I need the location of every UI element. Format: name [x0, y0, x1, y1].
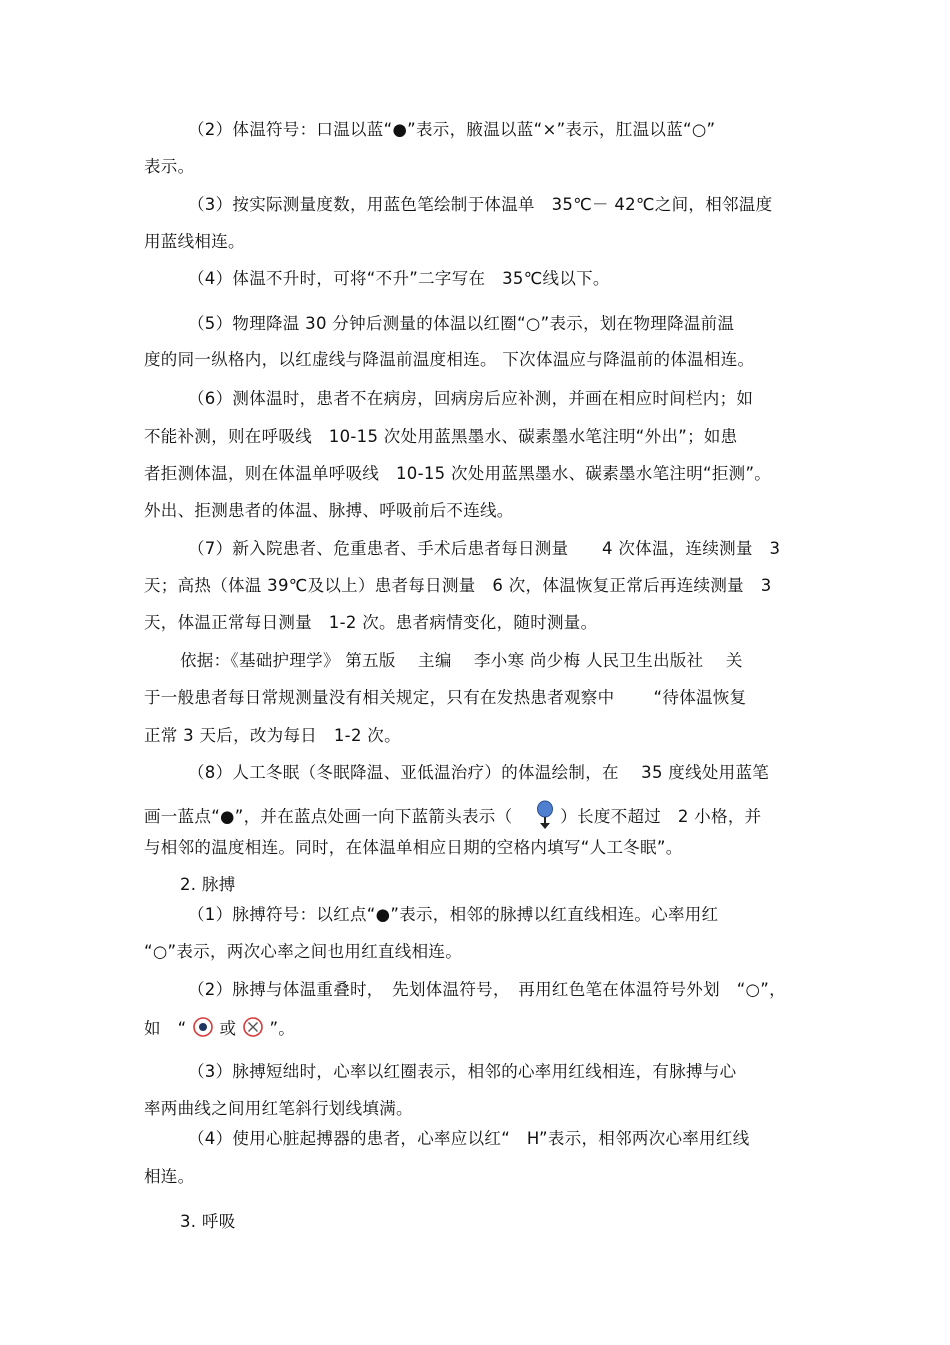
physical-cooling-line-2: 度的同一纵格内，以红虚线与降温前温度相连。 下次体温应与降温前的体温相连。: [144, 350, 755, 369]
pulse-deficit-line-2: 率两曲线之间用红笔斜行划线填满。: [144, 1099, 413, 1118]
pulse-overlap-line-1: （2）脉搏与体温重叠时， 先划体温符号， 再用红色笔在体温符号外划 “○”，: [188, 980, 786, 999]
hibernation-line-2: 画一蓝点“●”，并在蓝点处画一向下蓝箭头表示（ ）长度不超过 2 小格，并: [144, 800, 761, 835]
remeasure-line-1: （6）测体温时，患者不在病房，回病房后应补测，并画在相应时间栏内；如: [188, 389, 754, 408]
temp-plot-line-1: （3）按实际测量度数，用蓝色笔绘制于体温单 35℃－ 42℃之间，相邻温度: [188, 195, 773, 214]
physical-cooling-line-1: （5）物理降温 30 分钟后测量的体温以红圈“○”表示，划在物理降温前温: [188, 314, 735, 333]
pulse-symbol-line-1: （1）脉搏符号：以红点“●”表示，相邻的脉搏以红直线相连。心率用红: [188, 905, 719, 924]
blue-dot-down-arrow-icon: [535, 800, 555, 835]
measure-frequency-line-3: 天，体温正常每日测量 1-2 次。患者病情变化，随时测量。: [144, 613, 598, 632]
basis-line-3: 正常 3 天后，改为每日 1-2 次。: [144, 726, 401, 745]
cross-in-red-circle-icon: [242, 1016, 264, 1043]
measure-frequency-line-1: （7）新入院患者、危重患者、手术后患者每日测量 4 次体温，连续测量 3: [188, 539, 781, 558]
dot-in-red-circle-icon: [192, 1016, 214, 1043]
pulse-overlap-line-2: 如 “ 或 ”。: [144, 1016, 295, 1043]
remeasure-line-4: 外出、拒测患者的体温、脉搏、呼吸前后不连线。: [144, 501, 514, 520]
pacemaker-line-1: （4）使用心脏起搏器的患者，心率应以红“ H”表示，相邻两次心率用红线: [188, 1129, 750, 1148]
respiration-section-title: 3. 呼吸: [180, 1212, 236, 1231]
temp-not-rising-line: （4）体温不升时，可将“不升”二字写在 35℃线以下。: [188, 269, 610, 288]
temp-symbol-line-2: 表示。: [144, 157, 195, 176]
measure-frequency-line-2: 天；高热（体温 39℃及以上）患者每日测量 6 次，体温恢复正常后再连续测量 3: [144, 576, 772, 595]
remeasure-line-2: 不能补测，则在呼吸线 10-15 次处用蓝黑墨水、碳素墨水笔注明“外出”；如患: [144, 427, 738, 446]
hibernation-line-1: （8）人工冬眠（冬眠降温、亚低温治疗）的体温绘制，在 35 度线处用蓝笔: [188, 763, 770, 782]
temp-symbol-line-1: （2）体温符号：口温以蓝“●”表示，腋温以蓝“×”表示，肛温以蓝“○”: [188, 120, 716, 139]
hibernation-line-3: 与相邻的温度相连。同时，在体温单相应日期的空格内填写“人工冬眠”。: [144, 838, 683, 857]
pulse-symbol-line-2: “○”表示，两次心率之间也用红直线相连。: [144, 942, 462, 961]
temp-plot-line-2: 用蓝线相连。: [144, 232, 245, 251]
pacemaker-line-2: 相连。: [144, 1167, 195, 1186]
pulse-section-title: 2. 脉搏: [180, 875, 236, 894]
pulse-deficit-line-1: （3）脉搏短绌时，心率以红圈表示，相邻的心率用红线相连，有脉搏与心: [188, 1062, 737, 1081]
basis-line-1: 依据：《基础护理学》 第五版 主编 李小寒 尚少梅 人民卫生出版社 关: [180, 651, 743, 670]
remeasure-line-3: 者拒测体温，则在体温单呼吸线 10-15 次处用蓝黑墨水、碳素墨水笔注明“拒测”。: [144, 464, 772, 483]
basis-line-2: 于一般患者每日常规测量没有相关规定，只有在发热患者观察中 “待体温恢复: [144, 688, 747, 707]
